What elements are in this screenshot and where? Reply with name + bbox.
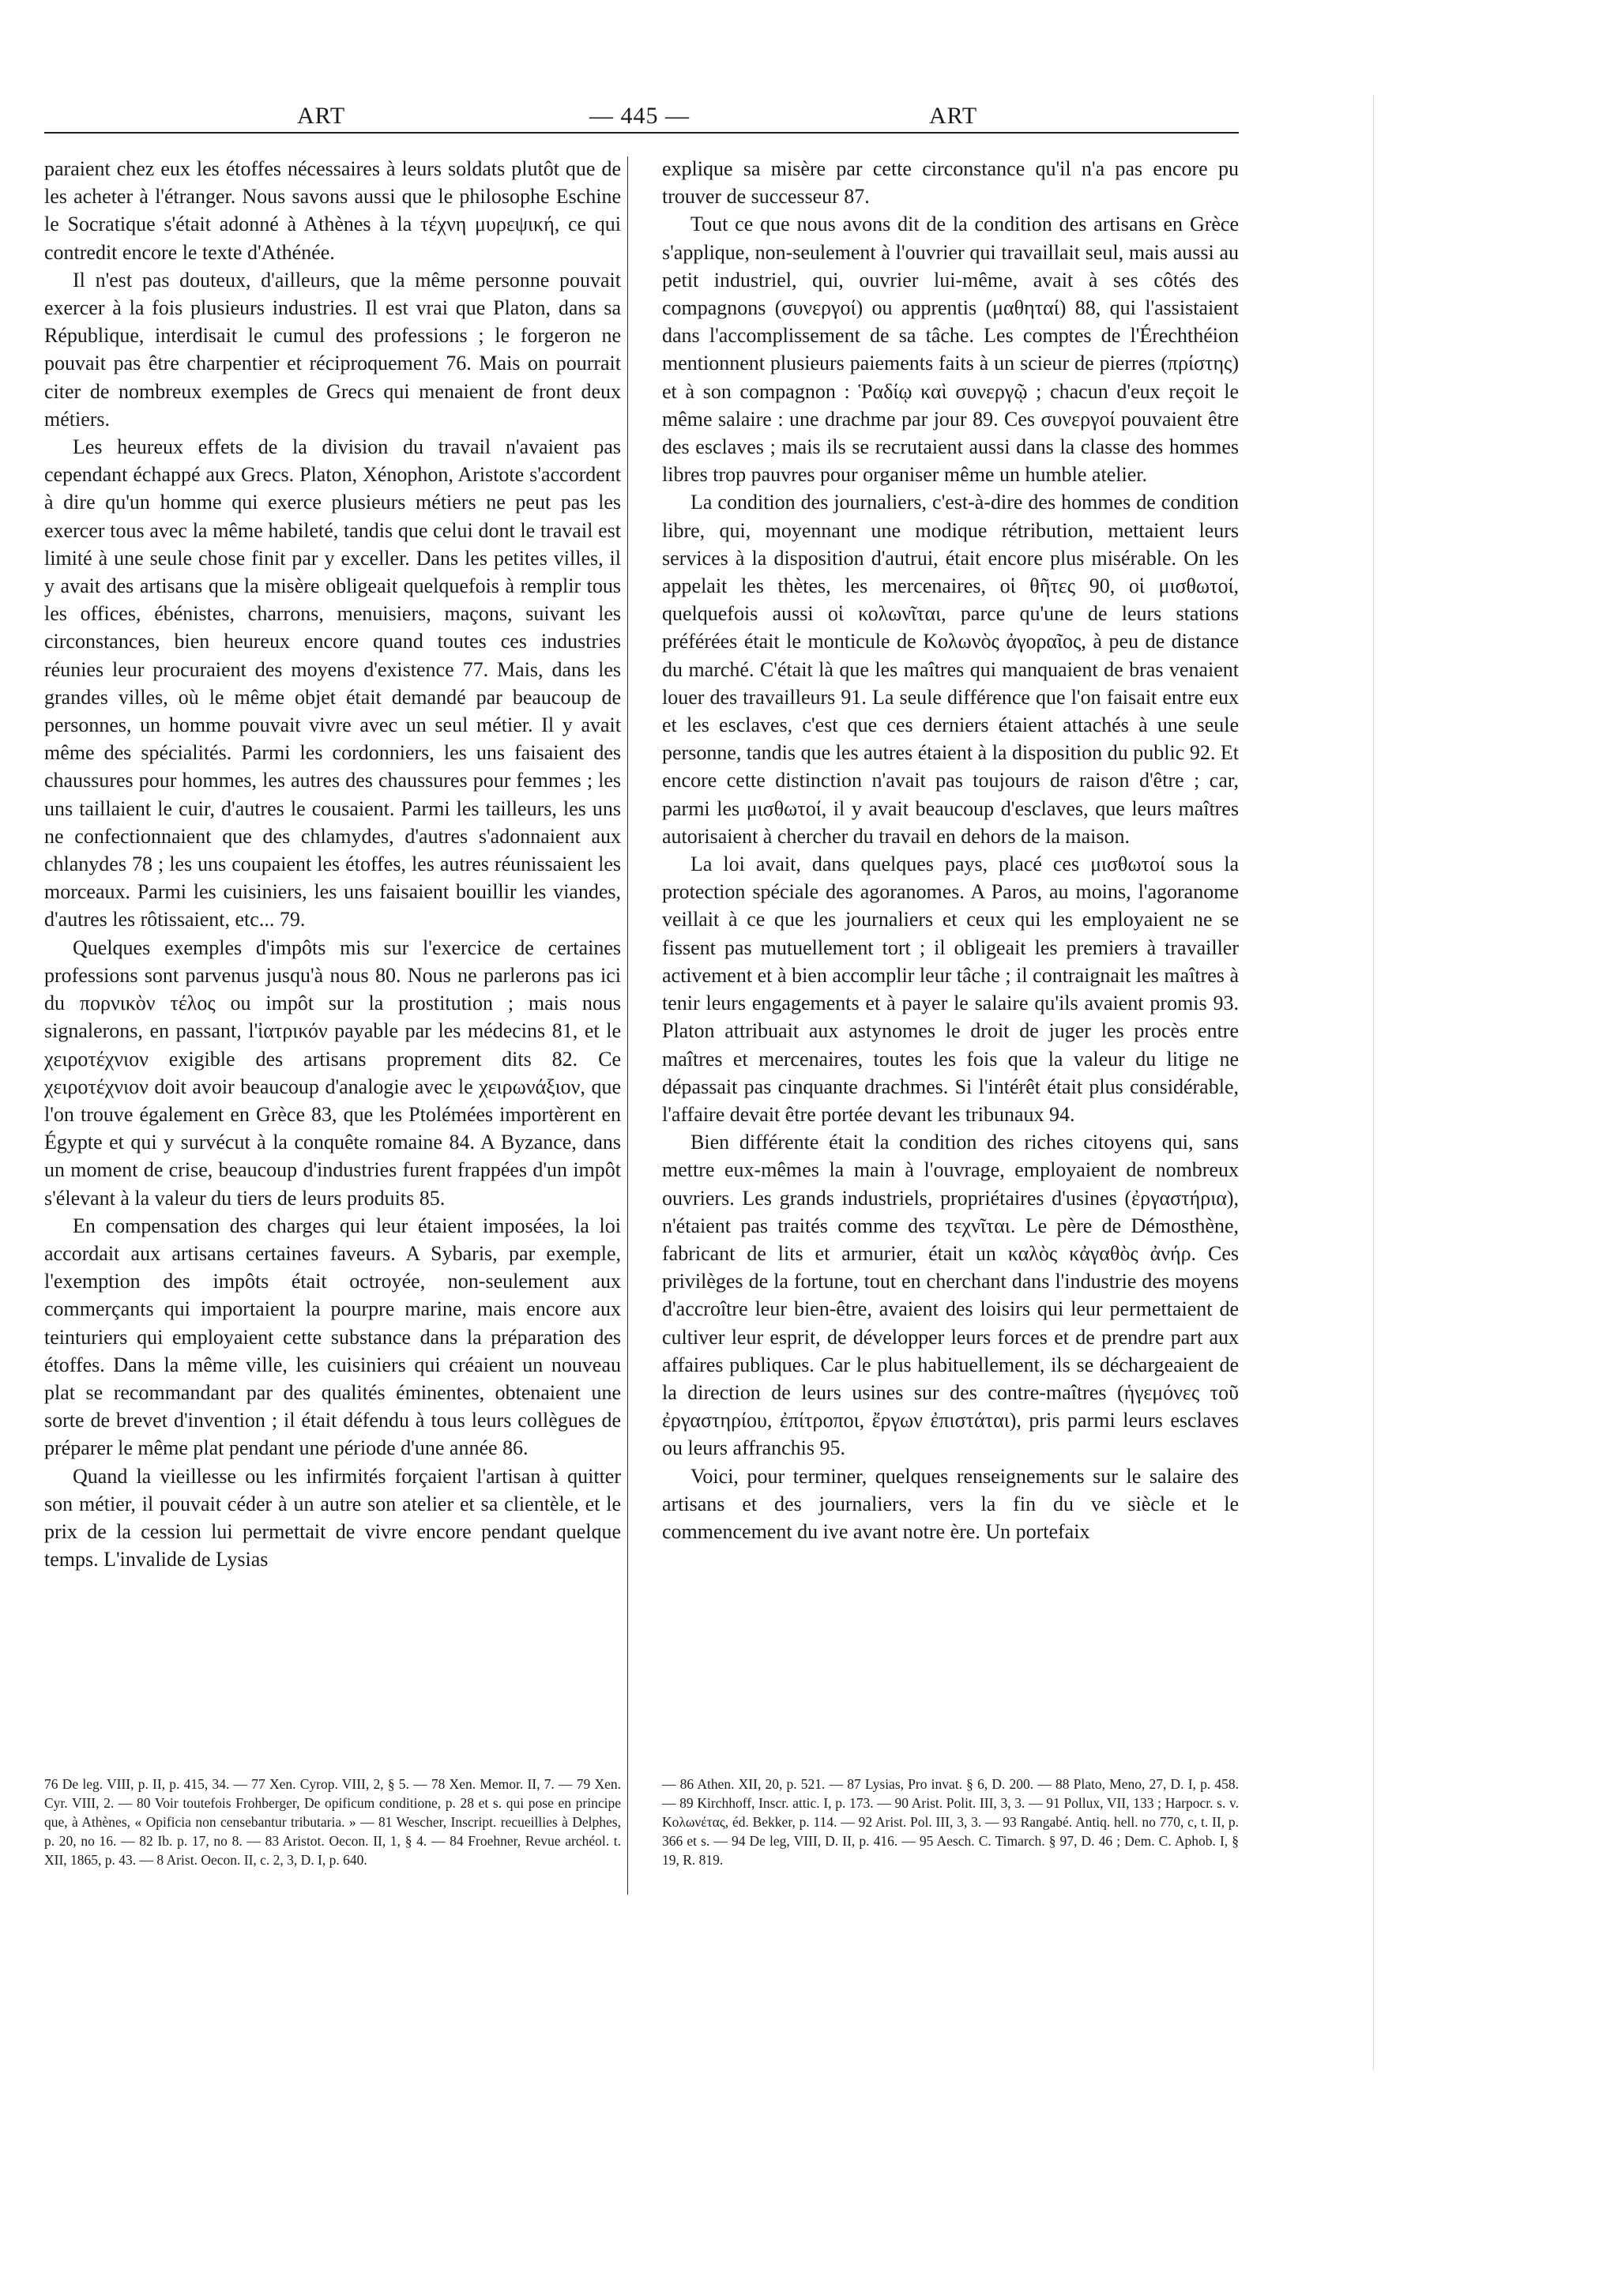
paragraph: La condition des journaliers, c'est-à-dire des hommes de condition libre, qui, moyennant une modique rétribution, mettaient leurs services à la disposition d'autrui, était encore plus misérable. On les appelait les thètes, les mercenaires, οἱ θῆτες 90, οἱ μισθωτοί, quelquefois aussi οἱ κολωνῖται, parce qu'une de leurs stations préférées était le monticule de Κολωνὸς ἀγοραῖος, à peu de distance du marché. C'était là que les maîtres qui manquaient de bras venaient louer des travailleurs 91. La seule différence que l'on faisait entre eux et les esclaves, c'est que ces derniers étaient attachés à une seule personne, tandis que les autres étaient à la disposition du public 92. Et encore cette distinction n'avait pas toujours de raison d'être ; car, parmi les μισθωτοί, il y avait beaucoup d'esclaves, que leurs maîtres autorisaient à chercher du travail en dehors de la maison. [662,491,1239,848]
paragraph: Bien différente était la condition des riches citoyens qui, sans mettre eux-mêmes la main à l'ouvrage, employaient de nombreux ouvriers. Les grands industriels, propriétaires d'usines (ἐργαστήρια), n'étaient pas traités comme des τεχνῖται. Le père de Démosthène, fabricant de lits et armurier, était un καλὸς κἀγαθὸς ἀνήρ. Ces privilèges de la fortune, tout en cherchant dans l'industrie des moyens d'accroître leur bien-être, avaient des loisirs qui leur permettaient de cultiver leur esprit, de développer leurs forces et de prendre part aux affaires publiques. Car le plus habituellement, ils se déchargeaient de la direction de leurs usines sur des contre-maîtres (ἡγεμόνες τοῦ ἐργαστηρίου, ἐπίτροποι, ἔργων ἐπιστάται), pris parmi leurs esclaves ou leurs affranchis 95. [662,1131,1239,1460]
footnotes-right: — 86 Athen. XII, 20, p. 521. — 87 Lysias, Pro invat. § 6, D. 200. — 88 Plato, Meno, 27, D. I, p. 458. — 89 Kirchhoff, Inscr. attic. I, p. 173. — 90 Arist. Polit. III, 3, 3. — 91 Pollux, VII, 133 ; Harpocr. s. v. Κολωνέτας, éd. Bekker, p. 114. — 92 Arist. Pol. III, 3, 3. — 93 Rangabé. Antiq. hell. no 770, c, t. II, p. 366 et s. — 94 De leg, VIII, D. II, p. 416. — 95 Aesch. C. Timarch. § 97, D. 46 ; Dem. C. Aphob. I, § 19, R. 819. [662,1776,1239,1868]
running-head-left: ART [297,103,346,129]
paragraph: Les heureux effets de la division du travail n'avaient pas cependant échappé aux Grecs. Platon, Xénophon, Aristote s'accordent à dire qu'un homme qui exerce plusieurs métiers ne peut pas les exercer tous avec la même habileté, tandis que celui dont le travail est limité à une seule chose finit par y exceller. Dans les petites villes, il y avait des artisans que la misère obligeait quelquefois à remplir tous les offices, ébénistes, charrons, menuisiers, maçons, suivant les circonstances, bien heureux encore quand toutes ces industries réunies leur procuraient des moyens d'existence 77. Mais, dans les grandes villes, où le même objet était demandé par beaucoup de personnes, un homme pouvait vivre avec un seul métier. Il y avait même des spécialités. Parmi les cordonniers, les uns faisaient des chaussures pour hommes, les autres des chaussures pour femmes ; les uns taillaient le cuir, d'autres le cousaient. Parmi les tailleurs, les uns ne confectionnaient que des chlamydes, d'autres s'adonnaient aux chlanydes 78 ; les uns coupaient les étoffes, les autres réunissaient les morceaux. Parmi les cuisiniers, les uns faisaient bouillir les viandes, d'autres les rôtissaient, etc... 79. [44,435,621,932]
paragraph: Quelques exemples d'impôts mis sur l'exercice de certaines professions sont parvenus jusqu'à nous 80. Nous ne parlerons pas ici du πορνικὸν τέλος ou impôt sur la prostitution ; mais nous signalerons, en passant, l'ἰατρικόν payable par les médecins 81, et le χειροτέχνιον exigible des artisans proprement dits 82. Ce χειροτέχνιον doit avoir beaucoup d'analogie avec le χειρωνάξιον, que l'on trouve également en Grèce 83, que les Ptolémées importèrent en Égypte et qui y survécut à la conquête romaine 84. A Byzance, dans un moment de crise, beaucoup d'industries furent frappées d'un impôt s'élevant à la valeur du tiers de leurs produits 85. [44,935,621,1210]
paragraph: Tout ce que nous avons dit de la condition des artisans en Grèce s'applique, non-seulement à l'ouvrier qui travaillait seul, mais aussi au petit industriel, qui, ouvrier lui-même, avait à ses côtés des compagnons (συνεργοί) ou apprentis (μαθηταί) 88, qui l'assistaient dans l'accomplissement de sa tâche. Les comptes de l'Érechthéion mentionnent plusieurs paiements faits à un scieur de pierres (πρίστης) et à son compagnon : Ῥαδίῳ καὶ συνεργῷ ; chacun d'eux reçoit le même salaire : une drachme par jour 89. Ces συνεργοί pouvaient être des esclaves ; mais ils se recrutaient aussi dans la classe des hommes libres trop pauvres pour organiser même un humble atelier. [662,213,1239,487]
paragraph: Quand la vieillesse ou les infirmités forçaient l'artisan à quitter son métier, il pouvait céder à un autre son atelier et sa clientèle, et le prix de la cession lui permettait de vivre encore pendant quelque temps. L'invalide de Lysias [44,1464,621,1571]
page-header [44,103,1239,141]
right-column [662,155,1239,1545]
left-column [44,155,621,1573]
paragraph: Voici, pour terminer, quelques renseignements sur le salaire des artisans et des journaliers, vers la fin du ve siècle et le commencement du ive avant notre ère. Un portefaix [662,1464,1239,1543]
page-edge-line [1373,95,1374,2070]
page-number: — 445 — [589,103,690,129]
paragraph: La loi avait, dans quelques pays, placé ces μισθωτοί sous la protection spéciale des agoranomes. A Paros, au moins, l'agoranome veillait à ce que les journaliers et ceux qui les employaient ne se fissent pas mutuellement tort ; il obligeait les premiers à travailler activement et à bien accomplir leur tâche ; il contraignait les maîtres à tenir leurs engagements et à payer le salaire qu'ils avaient promis 93. Platon attribuait aux astynomes le droit de juger les procès entre maîtres et mercenaires, toutes les fois que la valeur du litige ne dépassait pas cinquante drachmes. Si l'intérêt était plus considérable, l'affaire devait être portée devant les tribunaux 94. [662,853,1239,1126]
paragraph: En compensation des charges qui leur étaient imposées, la loi accordait aux artisans certaines faveurs. A Sybaris, par exemple, l'exemption des impôts était octroyée, non-seulement aux commerçants qui importaient la pourpre marine, mais encore aux teinturiers qui employaient cette substance dans la préparation des étoffes. Dans la même ville, les cuisiniers qui créaient un nouveau plat se recommandant par des qualités éminentes, obtenaient une sorte de brevet d'invention ; il était défendu à tous leurs collègues de préparer le même plat pendant une période d'une année 86. [44,1214,621,1460]
paragraph: Il n'est pas douteux, d'ailleurs, que la même personne pouvait exercer à la fois plusieurs industries. Il est vrai que Platon, dans sa République, interdisait le cumul des professions ; le forgeron ne pouvait pas être charpentier et réciproquement 76. Mais on pourrait citer de nombreux exemples de Grecs qui menaient de front deux métiers. [44,268,621,431]
column-divider [627,156,628,1895]
header-rule [44,132,1239,134]
footnotes-left: 76 De leg. VIII, p. II, p. 415, 34. — 77 Xen. Cyrop. VIII, 2, § 5. — 78 Xen. Memor. II, 7. — 79 Xen. Cyr. VIII, 2. — 80 Voir toutefois Frohberger, De opificum conditione, p. 28 et s. qui pose en principe que, à Athènes, « Opificia non censebantur tributaria. » — 81 Wescher, Inscript. recueillies à Delphes, p. 20, no 16. — 82 Ib. p. 17, no 8. — 83 Aristot. Oecon. II, 1, § 4. — 84 Froehner, Revue archéol. t. XII, 1865, p. 43. — 8 Arist. Oecon. II, c. 2, 3, D. I, p. 640. [44,1776,621,1868]
paragraph: paraient chez eux les étoffes nécessaires à leurs soldats plutôt que de les acheter à l'étranger. Nous savons aussi que le philosophe Eschine le Socratique s'était adonné à Athènes à la τέχνη μυρεψική, ce qui contredit encore le texte d'Athénée. [44,157,621,264]
running-head-right: ART [929,103,978,129]
paragraph: explique sa misère par cette circonstance qu'il n'a pas encore pu trouver de successeur 87. [662,157,1239,209]
